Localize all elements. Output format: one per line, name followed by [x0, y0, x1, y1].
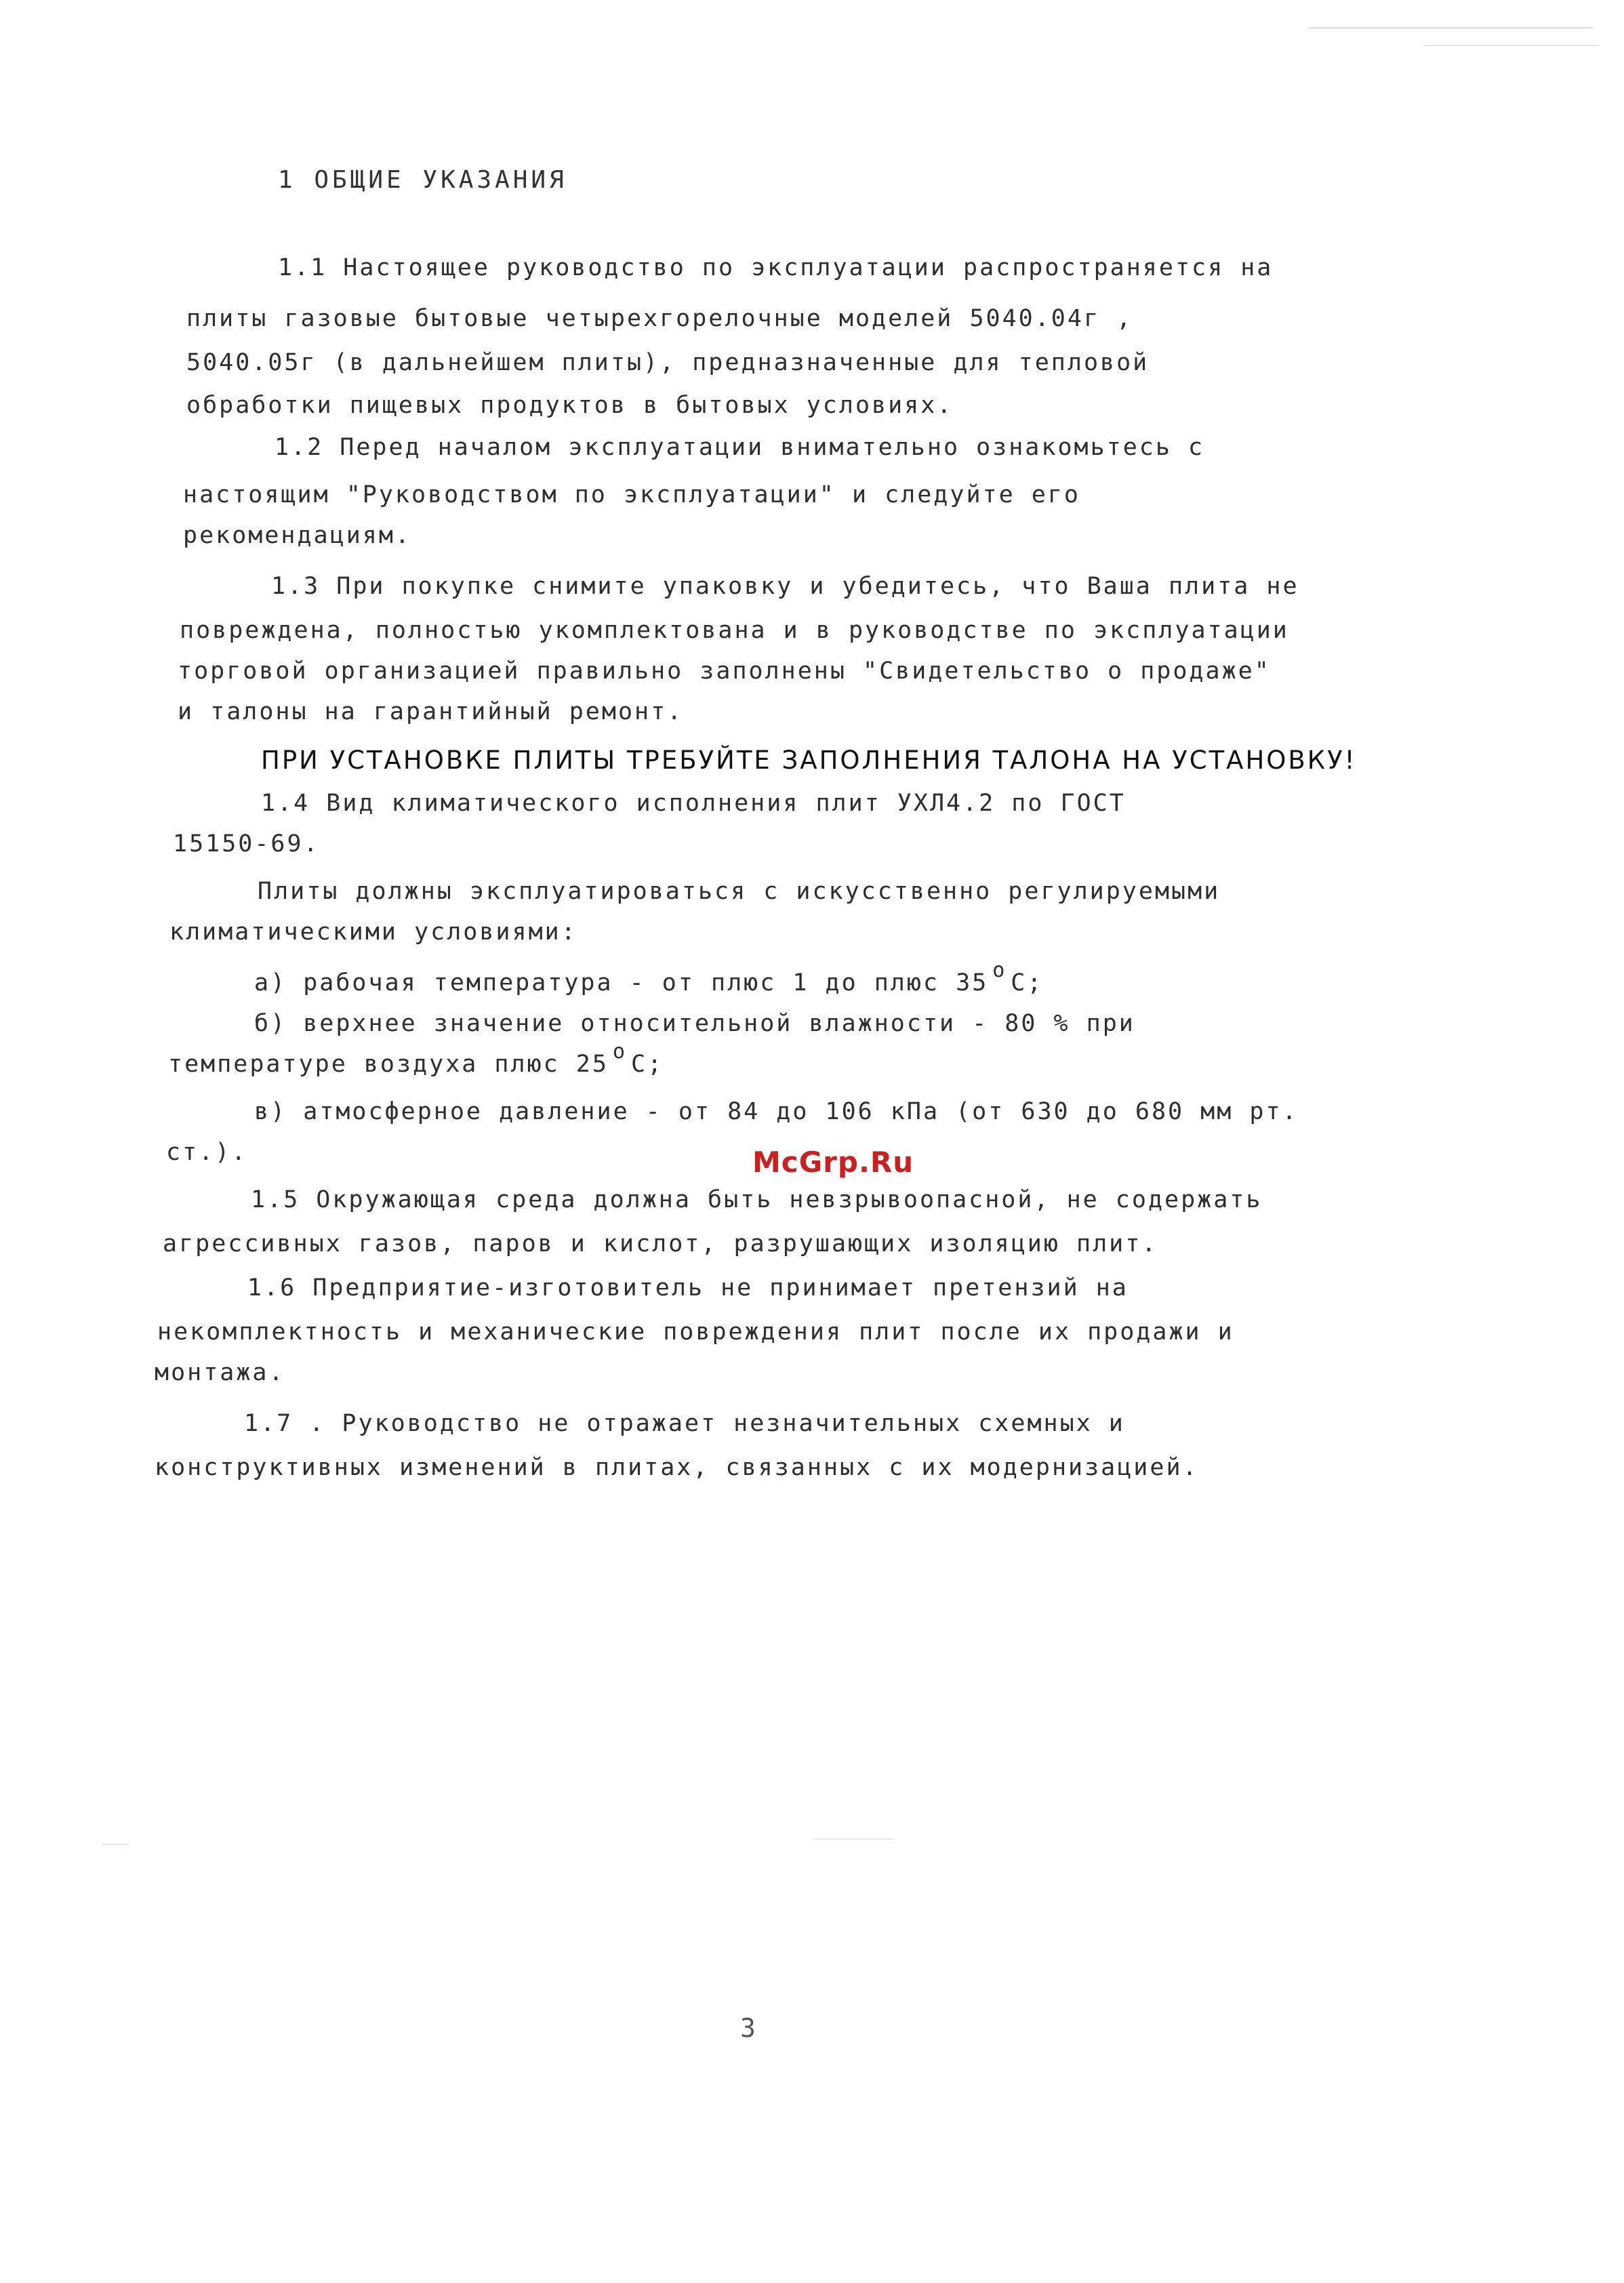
- paragraph-1-3-line-1: 1.3 При покупке снимите упаковку и убедитесь, что Ваша плита не: [271, 573, 1299, 600]
- degree-sign: о: [612, 1040, 628, 1064]
- paragraph-1-3-line-4: и талоны на гарантийный ремонт.: [178, 698, 684, 725]
- install-notice: ПРИ УСТАНОВКЕ ПЛИТЫ ТРЕБУЙТЕ ЗАПОЛНЕНИЯ ТАЛОНА НА УСТАНОВКУ!: [261, 746, 1357, 775]
- condition-a: [254, 958, 1044, 996]
- paragraph-1-6-line-3: монтажа.: [155, 1359, 285, 1386]
- condition-c-line-1: в) атмосферное давление - от 84 до 106 кПа (от 630 до 680 мм рт.: [254, 1098, 1299, 1125]
- scan-noise: [1308, 27, 1593, 28]
- paragraph-1-2-line-2: настоящим "Руководством по эксплуатации" и следуйте его: [183, 481, 1080, 508]
- paragraph-1-4-line-1: 1.4 Вид климатического исполнения плит УХЛ4.2 по ГОСТ: [261, 790, 1126, 817]
- condition-a-text: а) рабочая температура - от плюс 1 до плюс 35: [254, 969, 989, 996]
- paragraph-1-6-line-1: 1.6 Предприятие-изготовитель не принимает претензий на: [247, 1274, 1129, 1301]
- paragraph-1-1-line-1: 1.1 Настоящее руководство по эксплуатации распространяется на: [278, 254, 1274, 281]
- paragraph-1-4-line-2: 15150-69.: [173, 830, 320, 857]
- paragraph-1-7-line-2: конструктивных изменений в плитах, связанных с их модернизацией.: [155, 1454, 1199, 1481]
- condition-b-text: температуре воздуха плюс 25: [168, 1051, 609, 1078]
- paragraph-1-1-line-3: 5040.05г (в дальнейшем плиты), предназначенные для тепловой: [186, 349, 1150, 376]
- paragraph-1-3-line-3: торговой организацией правильно заполнены "Свидетельство о продаже": [178, 658, 1271, 685]
- degree-sign: о: [992, 958, 1007, 982]
- scan-noise: [1423, 45, 1600, 46]
- scan-noise: [102, 1844, 129, 1845]
- climate-conditions-line-1: Плиты должны эксплуатироваться с искусственно регулируемыми: [258, 878, 1221, 905]
- climate-conditions-line-2: климатическими условиями:: [169, 918, 577, 946]
- paragraph-1-1-line-4: обработки пищевых продуктов в бытовых условиях.: [186, 392, 954, 419]
- paragraph-1-5-line-1: 1.5 Окружающая среда должна быть невзрывоопасной, не содержать: [251, 1186, 1263, 1213]
- condition-b-unit: С;: [631, 1051, 664, 1078]
- condition-b-line-1: б) верхнее значение относительной влажности - 80 % при: [254, 1010, 1135, 1037]
- condition-a-unit: С;: [1011, 969, 1044, 996]
- condition-b-line-2: [168, 1040, 664, 1078]
- scan-noise: [813, 1838, 895, 1840]
- condition-c-line-2: ст.).: [166, 1139, 248, 1166]
- paragraph-1-5-line-2: агрессивных газов, паров и кислот, разрушающих изоляцию плит.: [163, 1230, 1158, 1257]
- section-heading: 1 ОБЩИЕ УКАЗАНИЯ: [278, 166, 567, 194]
- paragraph-1-1-line-2: плиты газовые бытовые четырехгорелочные моделей 5040.04г ,: [186, 305, 1133, 332]
- paragraph-1-6-line-2: некомплектность и механические повреждения плит после их продажи и: [157, 1318, 1234, 1346]
- paragraph-1-3-line-2: повреждена, полностью укомплектована и в руководстве по эксплуатации: [180, 617, 1289, 644]
- watermark: McGrp.Ru: [752, 1146, 914, 1179]
- page-number: 3: [740, 2013, 756, 2043]
- paragraph-1-2-line-3: рекомендациям.: [183, 522, 412, 549]
- paragraph-1-7-line-1: 1.7 . Руководство не отражает незначительных схемных и: [244, 1410, 1125, 1437]
- paragraph-1-2-line-1: 1.2 Перед началом эксплуатации внимательно ознакомьтесь с: [275, 434, 1205, 461]
